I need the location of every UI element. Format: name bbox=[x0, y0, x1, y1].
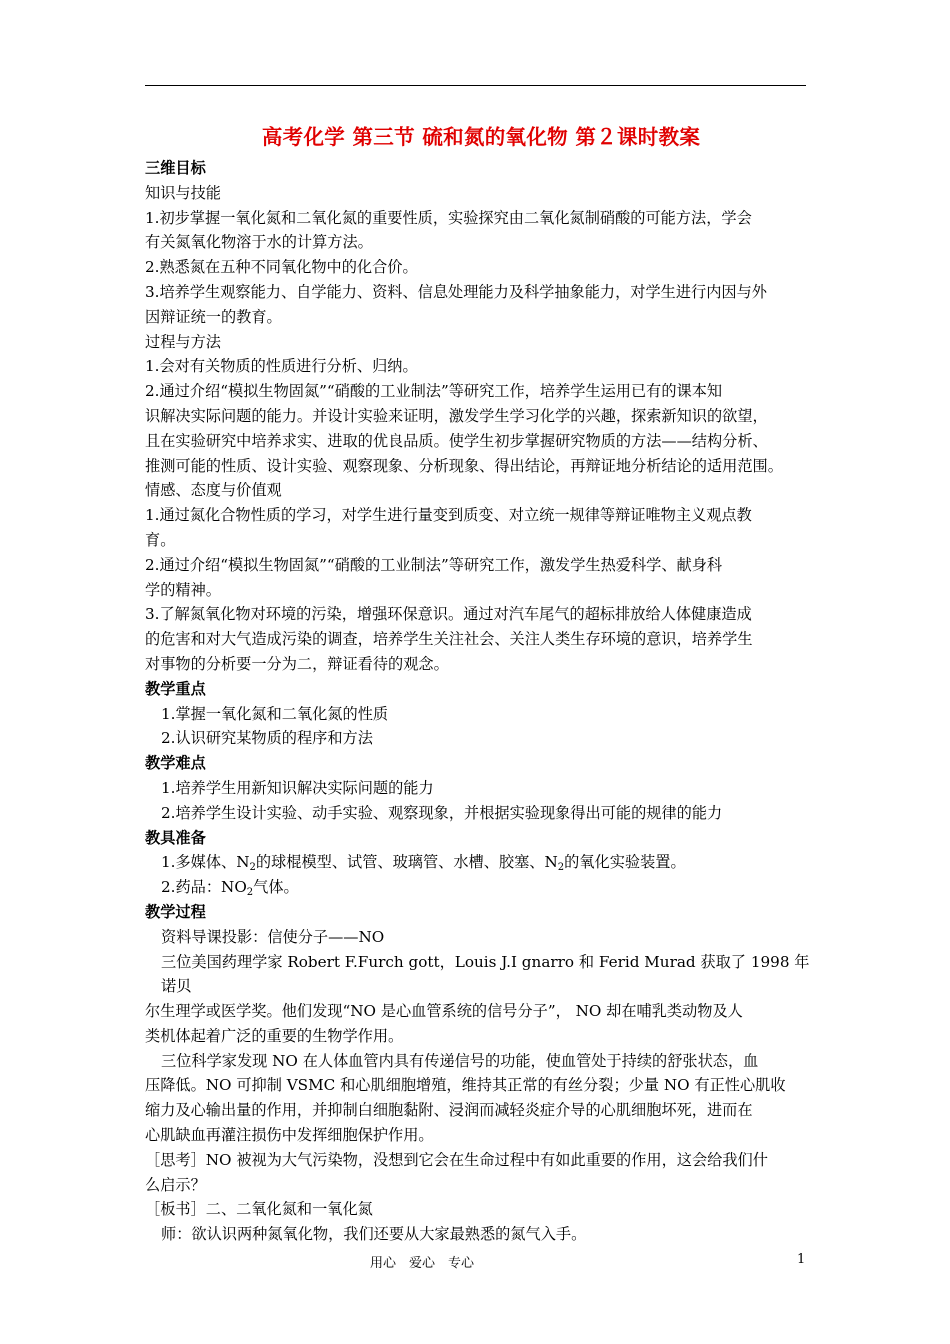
text-line: 2.培养学生设计实验、动手实验、观察现象，并根据实验现象得出可能的规律的能力 bbox=[161, 803, 723, 822]
text-fragment: 1.多媒体、N bbox=[161, 853, 250, 872]
text-line: 1.通过氮化合物性质的学习，对学生进行量变到质变、对立统一规律等辩证唯物主义观点教 bbox=[145, 506, 752, 525]
text-line: 学的精神。 bbox=[145, 580, 221, 599]
section-heading: 教学难点 bbox=[145, 754, 206, 773]
text-line: 育。 bbox=[145, 530, 176, 549]
text-line: 有关氮氧化物溶于水的计算方法。 bbox=[145, 233, 373, 252]
subsection-heading: 情感、态度与价值观 bbox=[145, 481, 282, 500]
text-line: 识解决实际问题的能力。并设计实验来证明，激发学生学习化学的兴趣，探索新知识的欲望， bbox=[145, 406, 768, 425]
section-heading: 三维目标 bbox=[145, 159, 206, 177]
text-line: 2.熟悉氮在五种不同氧化物中的化合价。 bbox=[145, 258, 418, 277]
text-fragment: 气体。 bbox=[253, 878, 299, 897]
subsection-heading: 知识与技能 bbox=[145, 183, 221, 202]
text-line: 因辩证统一的教育。 bbox=[145, 307, 282, 326]
document-title: 高考化学 第三节 硫和氮的氧化物 第２课时教案 bbox=[261, 125, 701, 149]
text-line: 对事物的分析要一分为二，辩证看待的观念。 bbox=[145, 654, 449, 673]
section-heading: 教学过程 bbox=[145, 902, 206, 921]
text-fragment: 的氧化实验装置。 bbox=[564, 853, 686, 872]
text-line: 2.认识研究某物质的程序和方法 bbox=[161, 729, 373, 748]
text-line: 1.掌握一氧化氮和二氧化氮的性质 bbox=[161, 704, 389, 723]
page-number: 1 bbox=[797, 1252, 806, 1267]
text-fragment: 的球棍模型、试管、玻璃管、水槽、胶塞、N bbox=[255, 853, 558, 872]
subscript: 2 bbox=[249, 862, 256, 874]
text-line: 且在实验研究中培养求实、进取的优良品质。使学生初步掌握研究物质的方法——结构分析、 bbox=[145, 431, 768, 450]
header-rule bbox=[145, 85, 806, 86]
text-line: 尔生理学或医学奖。他们发现“NO 是心血管系统的信号分子”， NO 却在哺乳类动物及人 bbox=[145, 1002, 743, 1021]
text-line: 类机体起着广泛的重要的生物学作用。 bbox=[145, 1026, 404, 1045]
text-fragment: 2.药品：NO bbox=[161, 878, 247, 897]
text-line: 推测可能的性质、设计实验、观察现象、分析现象、得出结论，再辩证地分析结论的适用范围。 bbox=[145, 456, 783, 475]
text-line: 缩力及心输出量的作用，并抑制白细胞黏附、浸润而减轻炎症介导的心肌细胞坏死，进而在 bbox=[145, 1101, 753, 1120]
document-body bbox=[145, 122, 817, 1247]
text-line: 3.培养学生观察能力、自学能力、资料、信息处理能力及科学抽象能力，对学生进行内因与外 bbox=[145, 282, 767, 301]
subscript: 2 bbox=[557, 862, 565, 874]
text-line bbox=[145, 850, 817, 875]
text-line: ［板书］二、二氧化氮和一氧化氮 bbox=[145, 1200, 373, 1219]
subsection-heading: 过程与方法 bbox=[145, 332, 221, 351]
text-line: 1.培养学生用新知识解决实际问题的能力 bbox=[161, 778, 434, 797]
text-line: 么启示？ bbox=[145, 1175, 206, 1194]
text-line: 3.了解氮氧化物对环境的污染，增强环保意识。通过对汽车尾气的超标排放给人体健康造成 bbox=[145, 605, 752, 624]
footer-motto: 用心 爱心 专心 bbox=[370, 1256, 475, 1271]
subscript: 2 bbox=[246, 887, 254, 899]
text-line: 的危害和对大气造成污染的调查，培养学生关注社会、关注人类生存环境的意识，培养学生 bbox=[145, 630, 753, 649]
text-line: 心肌缺血再灌注损伤中发挥细胞保护作用。 bbox=[145, 1126, 434, 1145]
text-line: 1.初步掌握一氧化氮和二氧化氮的重要性质，实验探究由二氧化氮制硝酸的可能方法，学会 bbox=[145, 208, 752, 227]
text-line: 资料导课投影：信使分子——NO bbox=[161, 927, 385, 946]
text-line: 压降低。NO 可抑制 VSMC 和心肌细胞增殖，维持其正常的有丝分裂；少量 NO 有正性心肌收 bbox=[145, 1076, 786, 1095]
text-line: 三位美国药理学家 Robert F.Furch gott，Louis J.I gnarro 和 Ferid Murad 获取了 1998 年诺贝 bbox=[161, 952, 810, 996]
text-line bbox=[145, 875, 817, 900]
section-heading: 教学重点 bbox=[145, 679, 206, 698]
text-line: 师：欲认识两种氮氧化物，我们还要从大家最熟悉的氮气入手。 bbox=[161, 1225, 587, 1244]
text-line: 2.通过介绍“模拟生物固氮”“硝酸的工业制法”等研究工作，激发学生热爱科学、献身科 bbox=[145, 555, 723, 574]
text-line: 2.通过介绍“模拟生物固氮”“硝酸的工业制法”等研究工作，培养学生运用已有的课本知 bbox=[145, 382, 723, 401]
text-line: ［思考］NO 被视为大气污染物，没想到它会在生命过程中有如此重要的作用，这会给我们什 bbox=[145, 1150, 768, 1169]
section-heading: 教具准备 bbox=[145, 828, 206, 847]
text-line: 1.会对有关物质的性质进行分析、归纳。 bbox=[145, 357, 418, 376]
text-line: 三位科学家发现 NO 在人体血管内具有传递信号的功能，使血管处于持续的舒张状态，血 bbox=[161, 1051, 759, 1070]
